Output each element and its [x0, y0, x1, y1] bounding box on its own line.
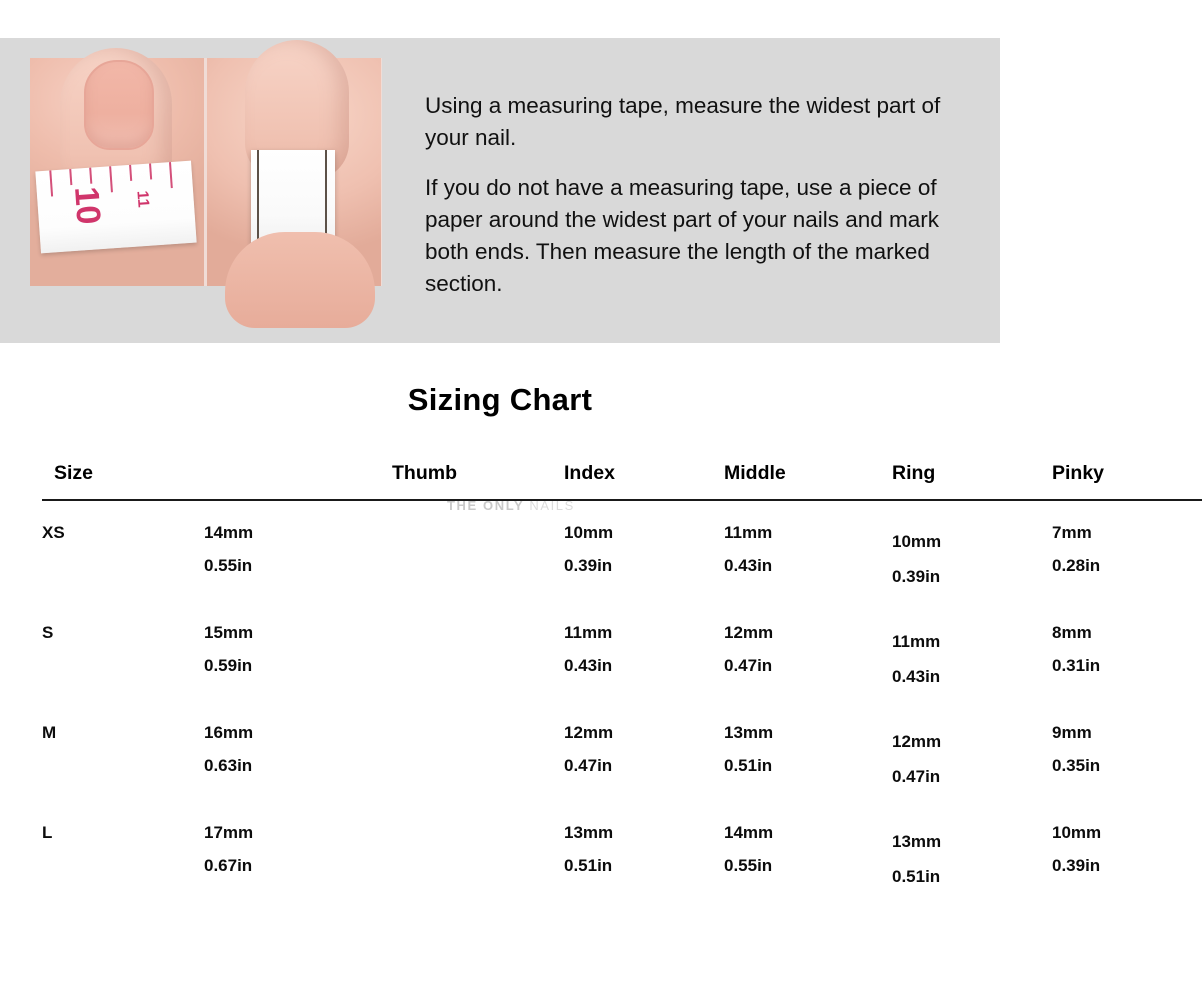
table-row	[42, 601, 1202, 701]
column-header-ring: Ring	[892, 462, 1052, 500]
value-in: 0.59in	[204, 656, 253, 675]
value-mm: 7mm	[1052, 523, 1092, 542]
cell-ring	[892, 801, 1052, 901]
value-in: 0.43in	[892, 667, 941, 686]
watermark-suffix: NAILS	[529, 498, 575, 513]
value-mm: 10mm	[1052, 823, 1102, 842]
column-header-thumb: Thumb	[204, 462, 564, 500]
cell-size: XS	[42, 523, 65, 542]
value-mm: 17mm	[204, 823, 254, 842]
cell-index	[564, 601, 724, 701]
value-in: 0.43in	[564, 656, 613, 675]
value-mm: 11mm	[724, 523, 773, 542]
value-mm: 12mm	[564, 723, 614, 742]
cell-ring	[892, 601, 1052, 701]
value-in: 0.35in	[1052, 756, 1101, 775]
cell-index	[564, 801, 724, 901]
value-in: 0.47in	[892, 767, 941, 786]
value-in: 0.47in	[564, 756, 613, 775]
value-mm: 11mm	[892, 632, 941, 651]
cell-thumb	[204, 500, 564, 601]
value-mm: 14mm	[204, 523, 254, 542]
cell-size: S	[42, 623, 54, 642]
value-mm: 10mm	[892, 532, 942, 551]
cell-thumb	[204, 801, 564, 901]
cell-ring	[892, 701, 1052, 801]
value-in: 0.55in	[724, 856, 773, 875]
table-row	[42, 500, 1202, 601]
value-in: 0.51in	[892, 867, 941, 886]
nail-illustration	[84, 60, 154, 150]
table-row	[42, 801, 1202, 901]
value-in: 0.47in	[724, 656, 773, 675]
cell-pinky	[1052, 701, 1202, 801]
column-header-middle: Middle	[724, 462, 892, 500]
cell-middle	[724, 801, 892, 901]
value-in: 0.43in	[724, 556, 773, 575]
cell-index	[564, 500, 724, 601]
chart-title: Sizing Chart	[407, 382, 593, 417]
value-in: 0.63in	[204, 756, 253, 775]
cell-pinky	[1052, 801, 1202, 901]
cell-middle	[724, 701, 892, 801]
value-in: 0.39in	[564, 556, 613, 575]
value-in: 0.31in	[1052, 656, 1101, 675]
instruction-paragraph-2: If you do not have a measuring tape, use a piece of paper around the widest part of your nails and mark both ends. Then measure the length of the marked section.	[425, 174, 940, 296]
cell-thumb	[204, 701, 564, 801]
value-mm: 16mm	[204, 723, 254, 742]
cell-size: L	[42, 823, 53, 842]
cell-ring	[892, 500, 1052, 601]
sizing-chart-table-wrap	[42, 462, 1105, 901]
cell-middle	[724, 601, 892, 701]
column-header-pinky: Pinky	[1052, 462, 1202, 500]
value-mm: 11mm	[564, 623, 613, 642]
tape-number-major: 10	[66, 185, 108, 226]
value-in: 0.39in	[1052, 856, 1101, 875]
value-in: 0.67in	[204, 856, 253, 875]
cell-pinky	[1052, 601, 1202, 701]
table-row	[42, 701, 1202, 801]
cell-thumb	[204, 601, 564, 701]
measuring-tape-icon	[35, 161, 196, 254]
thumb-illustration	[225, 232, 375, 328]
value-in: 0.39in	[892, 567, 941, 586]
value-mm: 12mm	[724, 623, 774, 642]
value-mm: 10mm	[564, 523, 614, 542]
instruction-text	[425, 90, 978, 300]
column-header-size: Size	[42, 462, 204, 500]
value-mm: 9mm	[1052, 723, 1092, 742]
cell-pinky	[1052, 500, 1202, 601]
sizing-chart-table	[42, 462, 1202, 901]
value-in: 0.51in	[724, 756, 773, 775]
value-mm: 13mm	[892, 832, 942, 851]
cell-size: M	[42, 723, 57, 742]
photo-paper-strip	[207, 58, 381, 286]
measuring-photos	[30, 58, 382, 286]
value-mm: 14mm	[724, 823, 774, 842]
value-in: 0.51in	[564, 856, 613, 875]
photo-tape-measure	[30, 58, 204, 286]
value-mm: 13mm	[724, 723, 774, 742]
cell-index	[564, 701, 724, 801]
cell-middle	[724, 500, 892, 601]
watermark-brand: THE ONLY	[447, 498, 525, 513]
value-in: 0.28in	[1052, 556, 1101, 575]
value-mm: 8mm	[1052, 623, 1092, 642]
value-in: 0.55in	[204, 556, 253, 575]
table-header-row	[42, 462, 1202, 500]
instruction-paragraph-1: Using a measuring tape, measure the widest part of your nail.	[425, 93, 941, 150]
value-mm: 13mm	[564, 823, 614, 842]
value-mm: 15mm	[204, 623, 254, 642]
value-mm: 12mm	[892, 732, 942, 751]
tape-number-minor: 11	[133, 190, 152, 209]
column-header-index: Index	[564, 462, 724, 500]
